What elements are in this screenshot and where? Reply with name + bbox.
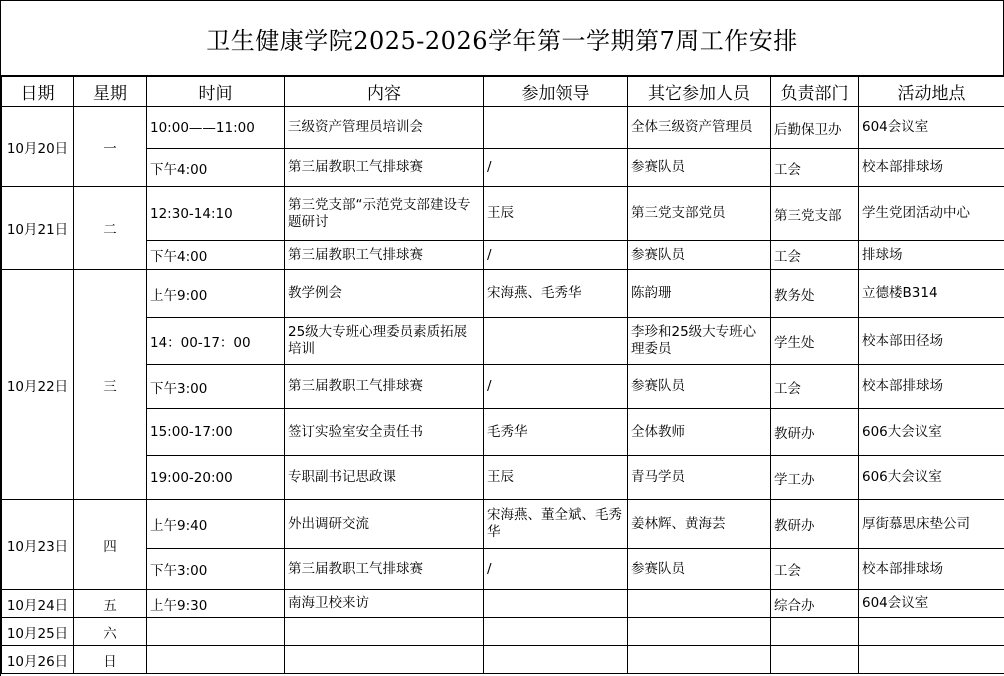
time-cell: 下午4:00 xyxy=(147,241,285,270)
content-cell xyxy=(285,618,484,646)
dept-cell: 学生处 xyxy=(771,318,859,365)
others-cell: 全体教师 xyxy=(628,409,771,456)
leaders-cell: 宋海燕、毛秀华 xyxy=(484,270,628,318)
page-title: 卫生健康学院2025-2026学年第一学期第7周工作安排 xyxy=(1,1,1004,76)
time-cell: 上午9:30 xyxy=(147,590,285,618)
content-cell: 25级大专班心理委员素质拓展培训 xyxy=(285,318,484,365)
weekday-cell: 二 xyxy=(74,187,147,270)
header-weekday: 星期 xyxy=(74,77,147,107)
leaders-cell: 毛秀华 xyxy=(484,409,628,456)
header-content: 内容 xyxy=(285,77,484,107)
dept-cell: 工会 xyxy=(771,149,859,187)
table-row xyxy=(2,365,1004,409)
table-row xyxy=(2,409,1004,456)
date-cell: 10月24日 xyxy=(2,590,74,618)
others-cell: 参赛队员 xyxy=(628,549,771,590)
table-row xyxy=(2,318,1004,365)
header-dept: 负责部门 xyxy=(771,77,859,107)
content-cell: 签订实验室安全责任书 xyxy=(285,409,484,456)
others-cell: 青马学员 xyxy=(628,456,771,500)
weekday-cell: 日 xyxy=(74,646,147,674)
table-row xyxy=(2,270,1004,318)
leaders-cell: 宋海燕、董全斌、毛秀华 xyxy=(484,500,628,549)
others-cell: 李珍和25级大专班心理委员 xyxy=(628,318,771,365)
schedule-table xyxy=(1,76,1004,674)
dept-cell xyxy=(771,618,859,646)
table-row xyxy=(2,107,1004,149)
content-cell xyxy=(285,646,484,674)
weekday-cell: 五 xyxy=(74,590,147,618)
header-time: 时间 xyxy=(147,77,285,107)
content-cell: 南海卫校来访 xyxy=(285,590,484,618)
place-cell: 学生党团活动中心 xyxy=(859,187,1004,241)
place-cell: 606大会议室 xyxy=(859,456,1004,500)
table-row xyxy=(2,241,1004,270)
time-cell: 下午3:00 xyxy=(147,365,285,409)
others-cell xyxy=(628,646,771,674)
table-row xyxy=(2,187,1004,241)
others-cell xyxy=(628,618,771,646)
content-cell: 教学例会 xyxy=(285,270,484,318)
place-cell: 厚街慕思床垫公司 xyxy=(859,500,1004,549)
leaders-cell: / xyxy=(484,149,628,187)
time-cell xyxy=(147,618,285,646)
time-cell: 下午3:00 xyxy=(147,549,285,590)
leaders-cell: / xyxy=(484,549,628,590)
leaders-cell: / xyxy=(484,365,628,409)
dept-cell: 工会 xyxy=(771,241,859,270)
leaders-cell: / xyxy=(484,241,628,270)
header-place: 活动地点 xyxy=(859,77,1004,107)
place-cell: 校本部排球场 xyxy=(859,365,1004,409)
dept-cell: 综合办 xyxy=(771,590,859,618)
others-cell: 陈韵珊 xyxy=(628,270,771,318)
dept-cell: 教务处 xyxy=(771,270,859,318)
others-cell: 参赛队员 xyxy=(628,149,771,187)
date-cell: 10月25日 xyxy=(2,618,74,646)
leaders-cell xyxy=(484,646,628,674)
others-cell: 全体三级资产管理员 xyxy=(628,107,771,149)
table-row xyxy=(2,618,1004,646)
table-row xyxy=(2,500,1004,549)
leaders-cell xyxy=(484,318,628,365)
others-cell: 姜林辉、黄海芸 xyxy=(628,500,771,549)
leaders-cell xyxy=(484,107,628,149)
date-cell: 10月26日 xyxy=(2,646,74,674)
table-row xyxy=(2,549,1004,590)
others-cell: 第三党支部党员 xyxy=(628,187,771,241)
time-cell xyxy=(147,646,285,674)
content-cell: 三级资产管理员培训会 xyxy=(285,107,484,149)
dept-cell: 后勤保卫办 xyxy=(771,107,859,149)
place-cell: 校本部田径场 xyxy=(859,318,1004,365)
dept-cell: 工会 xyxy=(771,365,859,409)
time-cell: 上午9:00 xyxy=(147,270,285,318)
header-leaders: 参加领导 xyxy=(484,77,628,107)
table-row xyxy=(2,456,1004,500)
weekday-cell: 六 xyxy=(74,618,147,646)
dept-cell: 第三党支部 xyxy=(771,187,859,241)
dept-cell: 学工办 xyxy=(771,456,859,500)
place-cell: 606大会议室 xyxy=(859,409,1004,456)
content-cell: 外出调研交流 xyxy=(285,500,484,549)
content-cell: 第三届教职工气排球赛 xyxy=(285,241,484,270)
place-cell: 604会议室 xyxy=(859,590,1004,618)
place-cell xyxy=(859,646,1004,674)
others-cell xyxy=(628,590,771,618)
place-cell: 校本部排球场 xyxy=(859,549,1004,590)
time-cell: 12:30-14:10 xyxy=(147,187,285,241)
content-cell: 第三届教职工气排球赛 xyxy=(285,549,484,590)
content-cell: 第三届教职工气排球赛 xyxy=(285,149,484,187)
weekday-cell: 四 xyxy=(74,500,147,590)
dept-cell: 教研办 xyxy=(771,500,859,549)
table-row xyxy=(2,646,1004,674)
place-cell: 604会议室 xyxy=(859,107,1004,149)
date-cell: 10月23日 xyxy=(2,500,74,590)
time-cell: 下午4:00 xyxy=(147,149,285,187)
table-row xyxy=(2,590,1004,618)
others-cell: 参赛队员 xyxy=(628,365,771,409)
place-cell xyxy=(859,618,1004,646)
weekday-cell: 一 xyxy=(74,107,147,187)
time-cell: 15:00-17:00 xyxy=(147,409,285,456)
header-others: 其它参加人员 xyxy=(628,77,771,107)
header-row xyxy=(2,77,1004,107)
time-cell: 14：00-17：00 xyxy=(147,318,285,365)
leaders-cell xyxy=(484,618,628,646)
time-cell: 19:00-20:00 xyxy=(147,456,285,500)
others-cell: 参赛队员 xyxy=(628,241,771,270)
time-cell: 10:00——11:00 xyxy=(147,107,285,149)
content-cell: 第三党支部“示范党支部建设专题研讨 xyxy=(285,187,484,241)
content-cell: 专职副书记思政课 xyxy=(285,456,484,500)
leaders-cell xyxy=(484,590,628,618)
dept-cell xyxy=(771,646,859,674)
leaders-cell: 王辰 xyxy=(484,187,628,241)
date-cell: 10月22日 xyxy=(2,270,74,500)
place-cell: 校本部排球场 xyxy=(859,149,1004,187)
leaders-cell: 王辰 xyxy=(484,456,628,500)
weekday-cell: 三 xyxy=(74,270,147,500)
dept-cell: 工会 xyxy=(771,549,859,590)
header-date: 日期 xyxy=(2,77,74,107)
place-cell: 排球场 xyxy=(859,241,1004,270)
place-cell: 立德楼B314 xyxy=(859,270,1004,318)
dept-cell: 教研办 xyxy=(771,409,859,456)
time-cell: 上午9:40 xyxy=(147,500,285,549)
content-cell: 第三届教职工气排球赛 xyxy=(285,365,484,409)
date-cell: 10月20日 xyxy=(2,107,74,187)
table-row xyxy=(2,149,1004,187)
date-cell: 10月21日 xyxy=(2,187,74,270)
